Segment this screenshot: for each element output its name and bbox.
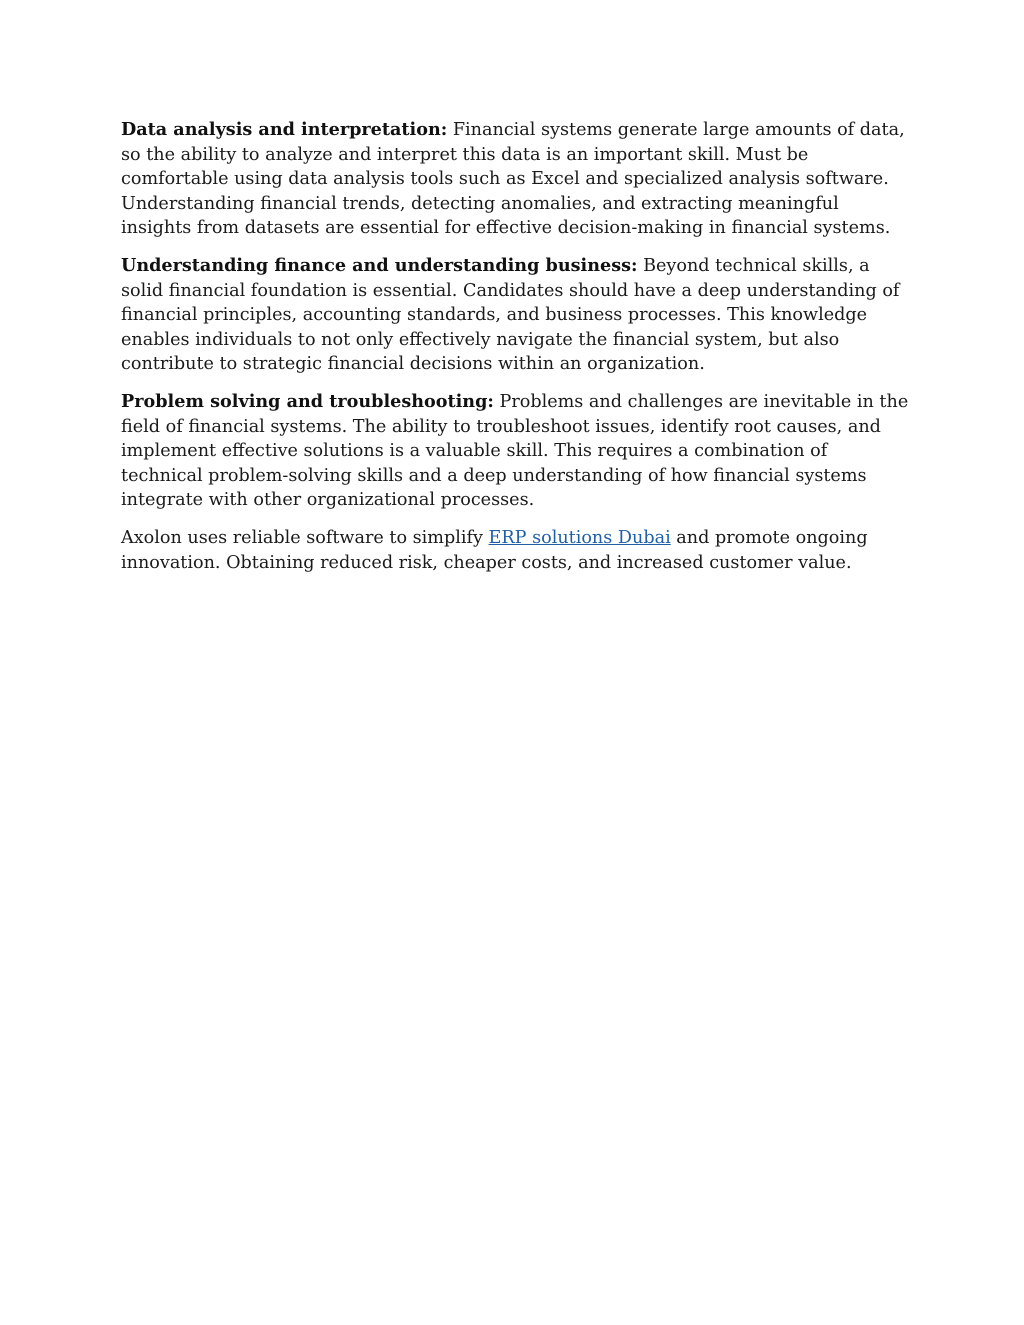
paragraph-body: Beyond technical skills, a solid financial foundation is essential. Candidates should have a deep understanding of financial principles, accounting standards, and business processes. This knowledge enables individuals to not only effectively navigate the financial system, but also contribute to strategic financial decisions within an organization. <box>121 255 900 375</box>
paragraph-heading: Problem solving and troubleshooting: <box>121 390 494 412</box>
paragraph-finance-business <box>121 254 911 377</box>
closing-text-before-link: Axolon uses reliable software to simplify <box>121 527 489 548</box>
document-page <box>121 118 911 588</box>
erp-solutions-link[interactable]: ERP solutions Dubai <box>488 527 671 548</box>
paragraph-closing <box>121 526 911 575</box>
paragraph-problem-solving <box>121 390 911 513</box>
paragraph-heading: Understanding finance and understanding business: <box>121 254 638 276</box>
paragraph-body: Financial systems generate large amounts of data, so the ability to analyze and interpret this data is an important skill. Must be comfortable using data analysis tools such as Excel and specialized analysis software. Understanding financial trends, detecting anomalies, and extracting meaningful insights from datasets are essential for effective decision-making in financial systems. <box>121 120 905 239</box>
paragraph-data-analysis <box>121 118 911 241</box>
paragraph-body: Problems and challenges are inevitable in the field of financial systems. The ability to troubleshoot issues, identify root causes, and implement effective solutions is a valuable skill. This requires a combination of technical problem-solving skills and a deep understanding of how financial systems integrate with other organizational processes. <box>121 391 909 511</box>
paragraph-heading: Data analysis and interpretation: <box>121 119 448 140</box>
closing-text-after-link: and promote ongoing innovation. Obtaining reduced risk, cheaper costs, and increased customer value. <box>121 527 868 573</box>
